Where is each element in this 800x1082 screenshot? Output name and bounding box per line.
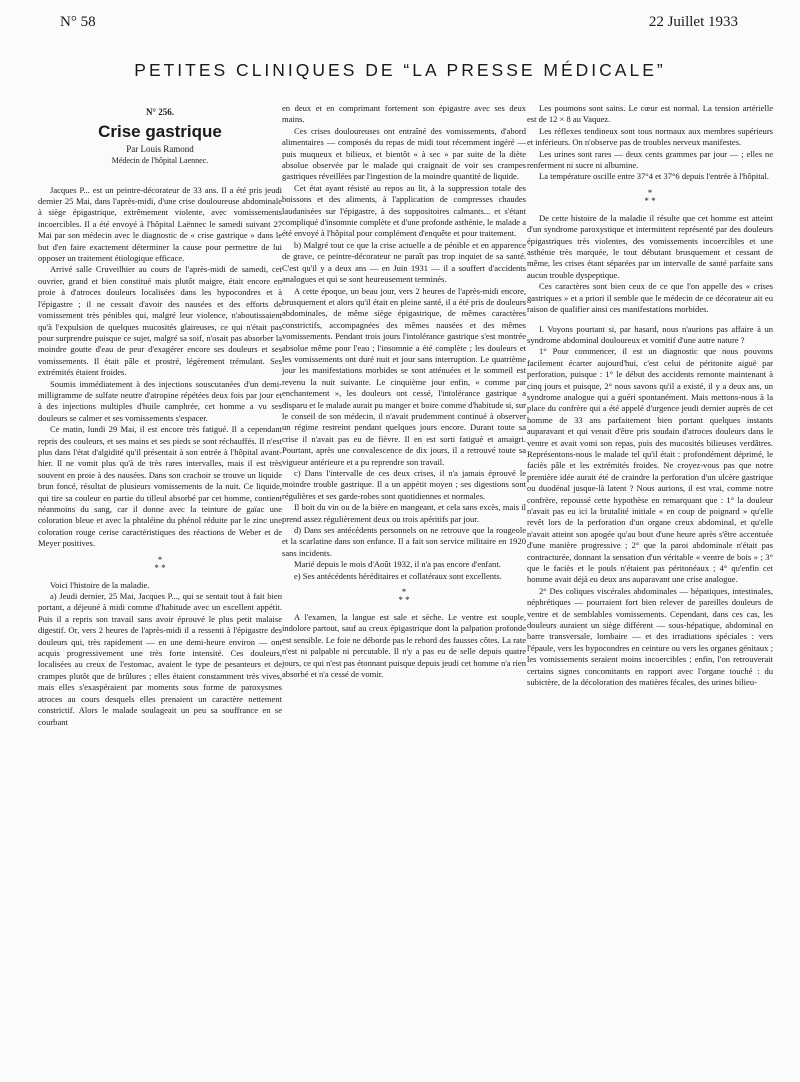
column-2 — [282, 103, 526, 681]
issue-date: 22 Juillet 1933 — [648, 14, 738, 30]
paragraph: Arrivé salle Cruveilhier au cours de l'après-midi de samedi, cet ouvrier, grand et bien constitué mais plutôt maigre, était encore en proie à d'atroces douleurs localisées dans les hypocondres et à l'épigastre ; il ne cessait d'avoir des nausées et des efforts de vomissement très pénibles qui, malgré leur violence, n'aboutissaient qu'à l'expulsion de quelques mucosités glaireuses, ce qui n'était pas pour surprendre puisque ce sujet, malgré sa soif, n'osait pas absorber la moindre goutte d'eau de peur d'exagérer encore ses douleurs et ses vomissements. Il était pâle et prostré, légèrement trémulant. Ses extrémités étaient froides. — [38, 264, 282, 378]
paragraph: c) Dans l'intervalle de ces deux crises, il n'a jamais éprouvé le moindre trouble gastrique. Il a un appétit moyen ; ses digestions sont régulières et ses garde-robes sont quotidiennes et normales. — [282, 468, 526, 501]
paragraph: La température oscille entre 37°4 et 37°6 depuis l'entrée à l'hôpital. — [539, 171, 769, 182]
paragraph: Il boit du vin ou de la bière en mangeant, et cela sans excès, mais il prend assez régulièrement deux ou trois apéritifs par jour. — [282, 502, 526, 524]
paragraph: e) Ses antécédents héréditaires et collatéraux sont excellents. — [294, 570, 502, 581]
paragraph: Les poumons sont sains. Le cœur est normal. La tension artérielle est de 12 × 8 au Vaquez. — [527, 103, 773, 125]
paragraph: Soumis immédiatement à des injections souscutanées d'un demi-milligramme de sulfate neutre d'atropine répétées deux fois par jour et à des injections multiples d'huile camphrée, cet homme a vu ses douleurs se calmer et ses vomissements s'espacer. — [38, 378, 282, 423]
paragraph: en deux et en comprimant fortement son épigastre avec ses deux mains. — [282, 103, 526, 125]
article-number: N° 256. — [145, 107, 175, 117]
paragraph: b) Malgré tout ce que la crise actuelle a de pénible et en apparence de grave, ce peintre-décorateur ne paraît pas trop inquiet de sa santé. C'est qu'il y a deux ans — en Juin 1931 — il a souffert d'accidents analogues et qui se sont heureusement terminés. — [282, 239, 526, 285]
page-header — [60, 14, 738, 38]
column-1 — [38, 103, 282, 728]
paragraph: Les réflexes tendineux sont tous normaux aux membres supérieurs et inférieurs. On n'observe pas de troubles nerveux manifestes. — [527, 125, 773, 148]
paragraph: I. Voyons pourtant si, par hasard, nous n'aurions pas affaire à un syndrome abdominal douloureux et vomitif d'une autre nature ? — [527, 323, 773, 345]
paragraph: 2° Des coliques viscérales abdominales — hépatiques, intestinales, néphrétiques — pourraient fort bien relever de pareilles douleurs de ventre et de semblables vomissements. Cependant, dans ces cas, les douleurs auraient un siège différent — sous-hépatique, abdominal en barre transversale, lombaire — et des irradiations spéciales : vers l'épaule, vers les hypocondres en ceinture ou vers les organes génitaux ; les vomissements seraient moins incoercibles ; enfin, l'on retrouverait certains signes concomitants en rapport avec l'organe touché : du subictère, de la décoloration des matières fécales, des urines bilieu- — [527, 585, 773, 688]
article-author: Par Louis Ramond — [126, 143, 194, 154]
paragraph: a) Jeudi dernier, 25 Mai, Jacques P..., qui se sentait tout à fait bien portant, a déjeuné à midi comme d'habitude avec un excellent appétit. Puis il a repris son travail sans avoir éprouvé le plus petit malaise digestif. Or, vers 2 heures de l'après-midi il a ressenti à l'épigastre des douleurs qui, très rapidement — en une demi-heure environ — ont acquis progressivement une très forte intensité. Ces douleurs, localisées au creux de l'estomac, avaient le type de pesanteurs et de crampes plutôt que de brûlures ; elles étaient constamment très vives, mais elles s'exaspéraient par moments sous forme de paroxysmes atroces au cours desquels elles prenaient un caractère nettement constrictif. Alors le malade soulageait un peu sa souffrance en se courbant — [38, 591, 282, 727]
paragraph: Marié depuis le mois d'Août 1932, il n'a pas encore d'enfant. — [294, 559, 501, 570]
column-3 — [527, 103, 773, 689]
paragraph: Les urines sont rares — deux cents grammes par jour — ; elles ne renferment ni sucre ni albumine. — [527, 148, 773, 171]
paragraph: Jacques P... est un peintre-décorateur de 33 ans. Il a été pris jeudi dernier 25 Mai, dans l'après-midi, d'une crise douloureuse abdominale à siège épigastrique, extrêmement violente, avec vomissements incoercibles. Il a été envoyé à l'hôpital Laënnec le samedi suivant 27 Mai par son médecin avec le diagnostic de « crise gastrique » dans le but d'en faire exactement déterminer la cause pour permettre de lui opposer un traitement étiologique efficace. — [38, 184, 282, 264]
paragraph: Ces caractères sont bien ceux de ce que l'on appelle des « crises gastriques » et a priori il semble que le médecin de ce décorateur ait eu raison de qualifier ainsi ces manifestations morbides. — [527, 281, 773, 315]
paragraph: A cette époque, un beau jour, vers 2 heures de l'après-midi encore, brusquement et alors qu'il était en pleine santé, il a été pris de douleurs abdominales, de même siège épigastrique, de mêmes caractères constrictifs, accompagnées des mêmes nausées et des mêmes vomissements. Pendant trois jours l'intolérance gastrique s'est montrée absolue même pour l'eau ; l'insomnie a été complète ; les douleurs et les vomissements ont duré nuit et jour sans interruption. Le quatrième jour les manifestations morbides se sont atténuées et le sommeil est revenu la nuit suivante. Le cinquième jour enfin, « comme par enchantement », les douleurs ont cessé, l'intolérance gastrique a disparu et le malade aurait pu manger et boire comme d'habitude si, sur le conseil de son médecin, il n'avait prudemment continué à observer un régime restreint pendant quelques jours encore. Durant toute sa crise il n'avait pas eu de fièvre. Il en est sorti fatigué et amaigri. Pourtant, après une convalescence de dix jours, il a retrouvé toute sa vigueur antérieure et a pu reprendre son travail. — [282, 285, 526, 467]
masthead: PETITES CLINIQUES DE “LA PRESSE MÉDICALE” — [134, 60, 666, 80]
section-separator: * * * — [644, 187, 656, 206]
issue-number: N° 58 — [60, 14, 96, 30]
paragraph: d) Dans ses antécédents personnels on ne retrouve que la rougeole et la scarlatine dans son enfance. Il a fait son service militaire en 1920 sans incidents. — [282, 525, 526, 558]
paragraph: A l'examen, la langue est sale et sèche. Le ventre est souple, indolore partout, sauf au creux épigastrique dont la palpation profonde est sensible. Le foie ne déborde pas le rebord des fausses côtes. La rate n'est ni palpable ni percutable. Il n'y a pas eu de selle depuis quatre jours, ce qui n'est pas étonnant puisque depuis jeudi cet homme n'a rien absorbé et n'a cessé de vomir. — [282, 612, 526, 680]
article-title: Crise gastrique — [98, 122, 222, 142]
author-affiliation: Médecin de l'hôpital Laennec. — [111, 156, 209, 166]
paragraph: Voici l'histoire de la maladie. — [50, 579, 150, 590]
paragraph: Ces crises douloureuses ont entraîné des vomissements, d'abord alimentaires — composés du repas de midi tout récemment ingéré — puis muqueux et bilieux, et bientôt « à sec » par suite de la diète absolue observée par le malade qui craignait de voir ses crampes gastriques réveillées par l'ingestion de la moindre quantité de liquide. — [282, 125, 526, 182]
section-separator: * * * — [398, 587, 410, 606]
paragraph: Cet état ayant résisté au repos au lit, à la suppression totale des boissons et des aliments, à l'application de compresses chaudes laudanisées sur l'épigastre, à des suppositoires calmants... et s'étant compliqué d'insomnie complète et d'une profonde asthénie, le malade a été envoyé à l'hôpital pour complément d'enquête et pour traitement. — [282, 182, 526, 239]
paragraph: Ce matin, lundi 29 Mai, il est encore très fatigué. Il a cependant repris des couleurs, et ses mains et ses pieds se sont réchauffés. Il n'est plus dans l'état d'algidité qu'il présentait à son entrée à l'hôpital avant-hier. Il ne vomit plus qu'à de très rares intervalles, mais il est très souvent en proie à des nausées. Dans son crachoir se trouve un liquide brun foncé, résultat de plusieurs vomissements de la nuit. Ce liquide, qui tire sa couleur en partie du tilleul absorbé par cet homme, contient néanmoins du sang, car il donne avec la teinture de gaïac une coloration bleue et avec la phtaléine du phénol réduite par le zinc une coloration rouge cerise caractéristiques des réactions de Weber et de Meyer positives. — [38, 424, 282, 549]
section-separator: * * * — [154, 554, 166, 573]
paragraph: 1° Pour commencer, il est un diagnostic que nous pouvons facilement écarter aujourd'hui, c'est celui de péritonite aiguë par perforation, puisque : 1° le début des accidents remonte maintenant à cinq jours et puisque, 2° nous savons qu'il a existé, il y a deux ans, un syndrome analogue qui a guéri spontanément. Mais mettons-nous à la place du confrère qui a été appelé d'urgence jeudi dernier auprès de cet homme de 33 ans parfaitement bien portant quelques instants auparavant et qui venait d'être pris soudain d'atroces douleurs dans le ventre et avait vomi son repas, puis des mucosités bilieuses verdâtres. Représentons-nous le malade tel qu'il était : profondément déprimé, le faciès pâle et les extrémités froides. Ne croyez-vous pas que notre première idée aurait été de craindre la perforation d'un ulcère gastrique ou duodénal jusque-là latent ? Nous aurions, il est vrai, comme notre confrère, repoussé cette hypothèse en remarquant que : 1° la douleur n'avait pas eu ici la brutalité initiale « en coup de poignard » qu'elle revêt lors de la perforation d'un organe creux abdominal, et qu'elle n'avait atteint son apogée qu'au bout d'une heure après s'être accentuée d'une manière progressive ; 2° que la paroi abdominale n'était pas contracturée, donnant la sensation d'un véritable « ventre de bois » ; 3° que le faciès et le pouls n'étaient pas péritonéaux ; 4° qu'enfin cet homme avait déjà eu deux ans auparavant une crise analogue. — [527, 346, 773, 585]
paragraph: De cette histoire de la maladie il résulte que cet homme est atteint d'un syndrome paroxystique et intermittent représenté par des douleurs épigastriques très violentes, des vomissements incoercibles et une asthénie très marquée, le tout débutant brusquement et cessant de même, les crises étant séparées par un intervalle de santé parfaite sans aucun trouble dyspeptique. — [527, 212, 773, 280]
